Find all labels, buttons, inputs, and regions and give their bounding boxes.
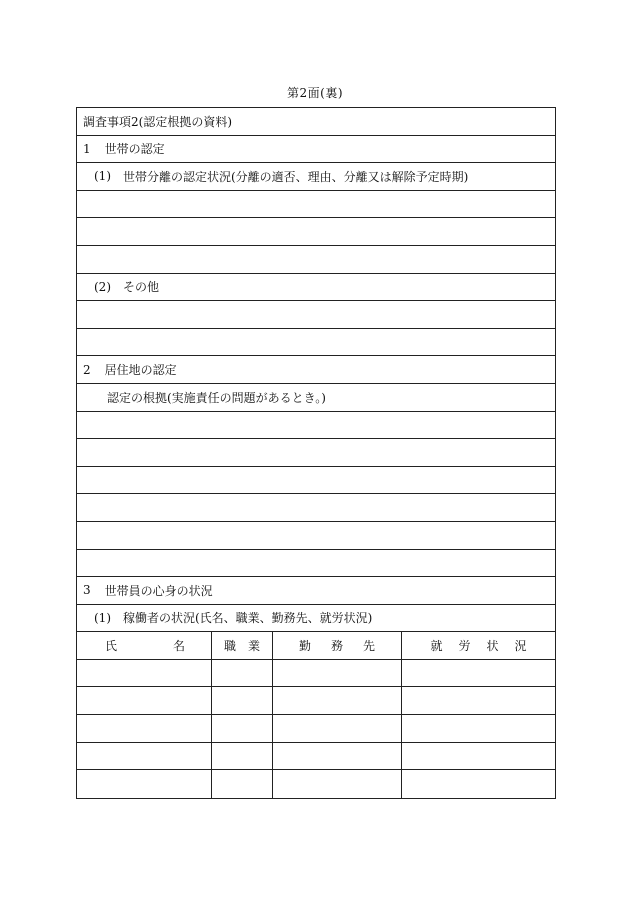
cell-occupation[interactable] [212,715,273,742]
cell-work-status[interactable] [402,687,555,714]
header-name-right: 名 [172,639,185,654]
section1-sub2-number: (2) [94,279,111,294]
cell-workplace[interactable] [273,715,402,742]
section1-sub2-heading [77,274,555,302]
section2-entry-line-2[interactable] [77,439,555,467]
cell-work-status[interactable] [402,715,555,742]
section2-entry-line-4[interactable] [77,494,555,522]
section2-number: 2 [83,362,91,377]
form-title: 調査事項2(認定根拠の資料) [83,114,232,129]
section3-title: 世帯員の心身の状況 [104,583,213,598]
page-title: 第2面(裏) [287,86,343,100]
cell-work-status[interactable] [402,660,555,687]
section3-sub1-label: 稼働者の状況(氏名、職業、勤務先、就労状況) [123,611,373,626]
section1-heading [77,136,555,164]
section3-sub1-number: (1) [94,610,111,625]
section2-heading [77,356,555,384]
section1-sub1-heading [77,163,555,191]
section2-sub-label: 認定の根拠(実施責任の問題があるとき。) [107,390,326,405]
section2-sub-heading [77,384,555,412]
workers-table-row [77,687,555,715]
section1-sub2-label: その他 [123,280,160,295]
section1-sub2-entry-line-1[interactable] [77,301,555,329]
workers-table-row [77,743,555,771]
header-workplace: 勤務先 [273,632,402,659]
workers-table-header [77,632,555,660]
workers-table-row [77,715,555,743]
section1-sub2-entry-line-2[interactable] [77,329,555,357]
section2-entry-line-6[interactable] [77,550,555,578]
section1-sub1-entry-line-3[interactable] [77,246,555,274]
cell-name[interactable] [77,687,212,714]
section3-sub1-heading [77,605,555,633]
section2-entry-line-5[interactable] [77,522,555,550]
cell-workplace[interactable] [273,770,402,798]
cell-workplace[interactable] [273,660,402,687]
cell-name[interactable] [77,743,212,770]
section1-sub1-number: (1) [94,169,111,184]
cell-occupation[interactable] [212,660,273,687]
cell-workplace[interactable] [273,687,402,714]
header-name-left: 氏 [105,639,118,654]
section2-title: 居住地の認定 [104,363,177,378]
header-name [77,632,212,659]
cell-occupation[interactable] [212,770,273,798]
cell-workplace[interactable] [273,743,402,770]
cell-name[interactable] [77,715,212,742]
section1-sub1-entry-line-2[interactable] [77,218,555,246]
section1-title: 世帯の認定 [104,142,165,157]
cell-occupation[interactable] [212,687,273,714]
section2-entry-line-1[interactable] [77,412,555,440]
cell-name[interactable] [77,770,212,798]
cell-work-status[interactable] [402,743,555,770]
section3-heading [77,577,555,605]
section1-sub1-entry-line-1[interactable] [77,191,555,219]
header-work-status: 就労状況 [430,639,543,654]
cell-occupation[interactable] [212,743,273,770]
section3-number: 3 [83,583,91,598]
investigation-form [76,107,556,799]
section1-number: 1 [83,141,91,156]
section2-entry-line-3[interactable] [77,467,555,495]
cell-work-status[interactable] [402,770,555,798]
form-title-row [77,108,555,136]
section1-sub1-label: 世帯分離の認定状況(分離の適否、理由、分離又は解除予定時期) [123,169,469,184]
workers-table-row [77,770,555,798]
header-occupation: 職業 [212,632,273,659]
workers-table-row [77,660,555,688]
cell-name[interactable] [77,660,212,687]
